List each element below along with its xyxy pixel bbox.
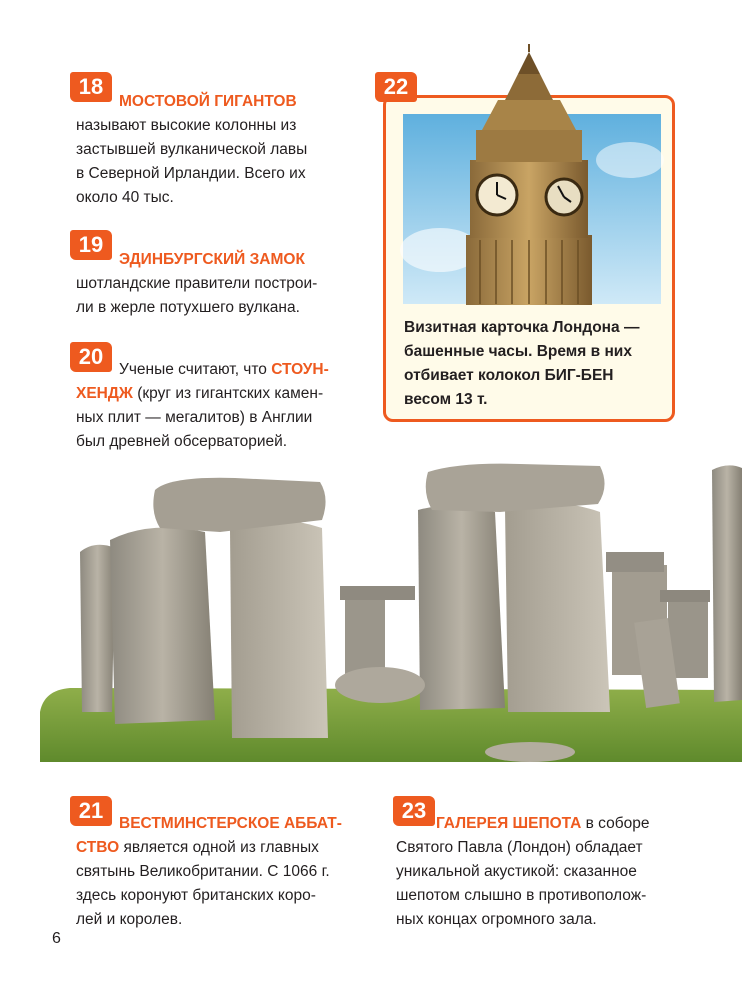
fact-23 [396, 812, 696, 932]
fact-23-text: в соборе [581, 815, 650, 832]
page-number: 6 [52, 930, 61, 947]
fact-23-line: уникальной акустикой: сказанное [396, 863, 637, 880]
fact-18-line: около 40 тыс. [76, 189, 174, 206]
fact-21-line: святынь Великобритании. С 1066 г. [76, 863, 330, 880]
fact-18-line: застывшей вулканической лавы [76, 141, 308, 158]
caption-line: башенные часы. Время в них [404, 343, 632, 360]
fact-20-text: (круг из гигантских камен- [132, 385, 324, 402]
fact-20-text: Ученые считают, что [119, 361, 272, 378]
fact-21-badge: 21 [70, 796, 112, 826]
caption-line: Визитная карточка Лондона — [404, 319, 640, 336]
fact-22-badge: 22 [375, 72, 417, 102]
fact-18-title: МОСТОВОЙ ГИГАНТОВ [119, 93, 297, 110]
fact-20-line: был древней обсерваторией. [76, 433, 288, 450]
fact-20-badge: 20 [70, 342, 112, 372]
fact-21-title: ВЕСТМИНСТЕРСКОЕ АББАТ- [119, 815, 342, 832]
fact-18-badge: 18 [70, 72, 112, 102]
stonehenge-image [40, 464, 742, 762]
fact-23-line: ных концах огромного зала. [396, 911, 597, 928]
caption-line: отбивает колокол БИГ-БЕН [404, 367, 614, 384]
fact-20-highlight: ХЕНДЖ [76, 385, 133, 402]
fact-19-title: ЭДИНБУРГСКИЙ ЗАМОК [119, 251, 305, 268]
fact-19-line: шотландские правители построи- [76, 275, 318, 292]
big-ben-image [400, 44, 664, 305]
fact-21-title: СТВО [76, 839, 120, 856]
caption-line: весом 13 т. [404, 391, 488, 408]
fact-23-line: Святого Павла (Лондон) обладает [396, 839, 643, 856]
fact-21 [76, 812, 376, 932]
fact-20-line: ных плит — мегалитов) в Англии [76, 409, 313, 426]
fact-21-line: лей и королев. [76, 911, 183, 928]
fact-20-highlight: СТОУН- [271, 361, 329, 378]
fact-22-caption [404, 316, 666, 412]
fact-21-line: здесь коронуют британских коро- [76, 887, 316, 904]
fact-18-line: в Северной Ирландии. Всего их [76, 165, 306, 182]
fact-21-text: является одной из главных [119, 839, 319, 856]
fact-18-line: называют высокие колонны из [76, 117, 297, 134]
fact-23-title: ГАЛЕРЕЯ ШЕПОТА [436, 815, 582, 832]
fact-23-badge: 23 [393, 796, 435, 826]
fact-19-line: ли в жерле потухшего вулкана. [76, 299, 300, 316]
fact-19-badge: 19 [70, 230, 112, 260]
fact-23-line: шепотом слышно в противополож- [396, 887, 647, 904]
